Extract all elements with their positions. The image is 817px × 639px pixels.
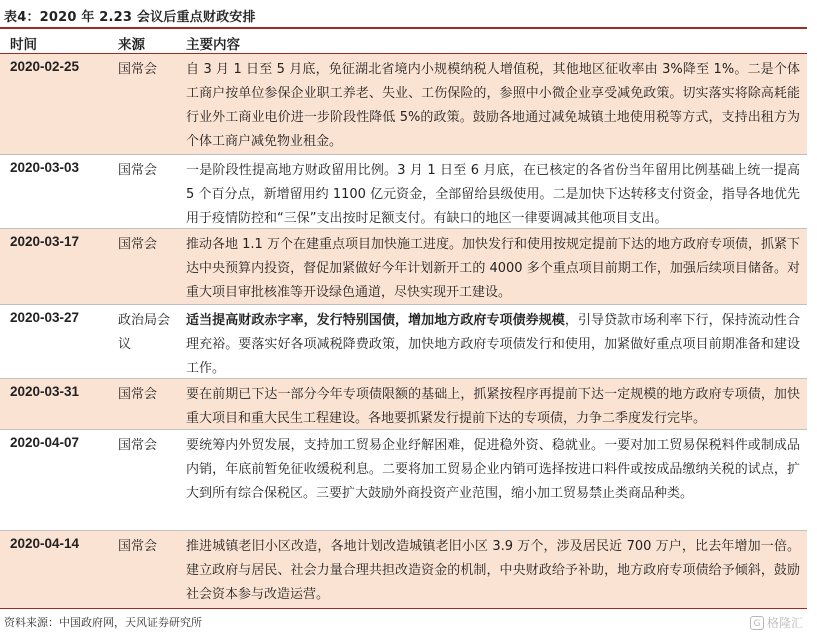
table-row (0, 305, 807, 379)
row-date: 2020-04-07 (10, 435, 80, 450)
row-content-text: 要在前期已下达一部分今年专项债限额的基础上，抓紧按程序再提前下达一定规模的地方政府专项债，加快重大项目和重大民生工程建设。各地要抓紧发行提前下达的专项债，力争二季度发行完毕。 (186, 387, 800, 426)
row-content-text: 推动各地 1.1 万个在建重点项目加快施工进度。加快发行和使用按规定提前下达的地方政府专项债，抓紧下达中央预算内投资，督促加紧做好今年计划新开工的 4000 多个重点项目前期工作，加强后续项目储备。对重大项目审批核准等开设绿色通道，尽快实现开工建设。 (186, 237, 800, 300)
row-content (186, 58, 800, 154)
row-content (186, 434, 800, 506)
row-content-text: ，引导贷款市场利率下行，保持流动性合理充裕。要落实好各项减税降费政策，加快地方政府专项债发行和使用，加紧做好重点项目前期准备和建设工作。 (186, 313, 800, 376)
footer-rule (0, 608, 807, 609)
header-time: 时间 (10, 37, 37, 53)
row-source: 国常会 (118, 438, 158, 453)
row-content (186, 159, 800, 231)
table-row (0, 379, 807, 430)
watermark-text: 格隆汇 (766, 616, 803, 630)
row-date: 2020-03-17 (10, 234, 80, 249)
table-row (0, 155, 807, 229)
row-content-text: 要统筹内外贸发展，支持加工贸易企业纾解困难，促进稳外资、稳就业。一要对加工贸易保税料件或制成品内销，年底前暂免征收缓税利息。二要将加工贸易企业内销可选择按进口料件或按成品缴纳关税的试点，扩大到所有综合保税区。三要扩大鼓励外商投资产业范围，缩小加工贸易禁止类商品种类。 (186, 438, 800, 501)
table-row (0, 531, 807, 608)
row-source: 国常会 (118, 539, 158, 554)
row-content (186, 383, 800, 431)
watermark (750, 614, 803, 631)
row-date: 2020-02-25 (10, 59, 80, 74)
table-row (0, 430, 807, 531)
row-content (186, 535, 800, 607)
row-content (186, 309, 800, 381)
row-source: 国常会 (118, 387, 158, 402)
row-content-text: 推进城镇老旧小区改造，各地计划改造城镇老旧小区 3.9 万个，涉及居民近 700 万户，比去年增加一倍。建立政府与居民、社会力量合理共担改造资金的机制，中央财政给予补助，地方政府专项债给予倾斜，鼓励社会资本参与改造运营。 (186, 539, 800, 602)
source-note: 资料来源：中国政府网，天风证券研究所 (4, 616, 202, 629)
table-header (0, 29, 807, 53)
row-content-bold: 适当提高财政赤字率，发行特别国债，增加地方政府专项债券规模 (186, 313, 565, 328)
table-row (0, 54, 807, 155)
row-content-text: 一是阶段性提高地方财政留用比例。3 月 1 日至 6 月底，在已核定的各省份当年留用比例基础上统一提高 5 个百分点，新增留用约 1100 亿元资金，全部留给县级使用。二是加快下达转移支付资金，指导各地优先用于疫情防控和“三保”支出按时足额支付。有缺口的地区一律要调减其他项目支出。 (186, 163, 800, 226)
table-row (0, 229, 807, 305)
row-source: 国常会 (118, 163, 158, 178)
row-content (186, 233, 800, 305)
row-date: 2020-03-31 (10, 384, 80, 399)
header-source: 来源 (118, 37, 145, 53)
header-content: 主要内容 (186, 37, 240, 53)
row-source: 国常会 (118, 237, 158, 252)
table-caption: 表4：2020 年 2.23 会议后重点财政安排 (4, 10, 256, 25)
row-content-text: 自 3 月 1 日至 5 月底，免征湖北省境内小规模纳税人增值税，其他地区征收率由 3%降至 1%。二是个体工商户按单位参保企业职工养老、失业、工伤保险的，参照中小微企业享受减免政策。切实落实将除高耗能行业外工商业电价进一步阶段性降低 5%的政策。鼓励各地通过减免城镇土地使用税等方式，支持出租方为个体工商户减免物业租金。 (186, 62, 800, 149)
row-date: 2020-03-27 (10, 310, 80, 325)
row-source: 政治局会议 (118, 313, 171, 352)
row-date: 2020-03-03 (10, 160, 80, 175)
logo-icon: G (750, 616, 764, 630)
row-source: 国常会 (118, 62, 158, 77)
row-date: 2020-04-14 (10, 536, 80, 551)
